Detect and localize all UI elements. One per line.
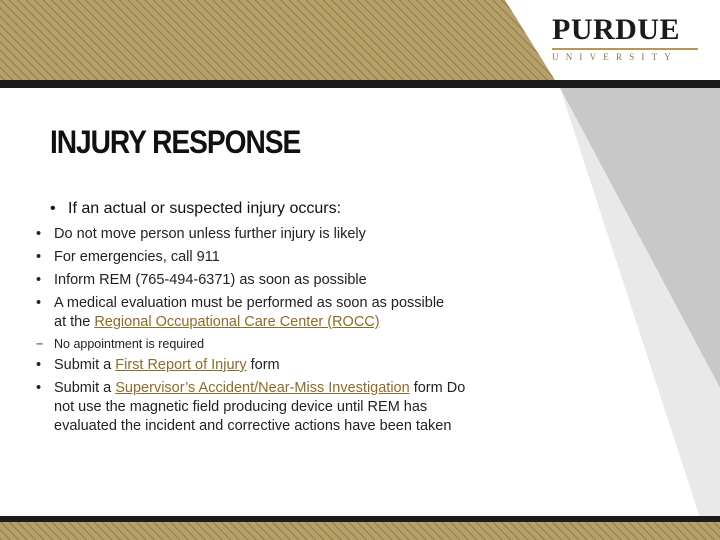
list-item bbox=[36, 248, 481, 267]
bullet-icon: • bbox=[36, 226, 42, 242]
logo-rule bbox=[552, 48, 698, 50]
header-rule bbox=[0, 80, 720, 88]
investigation-text-before: Submit a bbox=[54, 380, 116, 396]
list-item-investigation bbox=[36, 379, 484, 436]
purdue-logo bbox=[552, 14, 702, 63]
slide-content bbox=[50, 198, 550, 220]
nested-bullet bbox=[36, 336, 481, 352]
logo-wordmark: PURDUE bbox=[552, 13, 680, 46]
investigation-text-after: form Do not use the magnetic field producing device until REM has evaluated the incident and corrective actions have been taken bbox=[54, 380, 466, 434]
list-item-evaluation bbox=[36, 294, 454, 332]
bullet-icon: • bbox=[36, 295, 42, 311]
list-item bbox=[36, 271, 481, 290]
nested-bullet-text: No appointment is required bbox=[54, 337, 205, 351]
list-item-report bbox=[36, 356, 481, 375]
sub-bullet-list bbox=[36, 225, 481, 440]
bullet-icon: • bbox=[36, 272, 42, 288]
report-text-before: Submit a bbox=[54, 357, 116, 373]
bullet-icon: • bbox=[36, 357, 42, 373]
evaluation-text: A medical evaluation must be performed as soon as possible at the bbox=[54, 295, 445, 330]
lead-text: If an actual or suspected injury occurs: bbox=[68, 200, 342, 217]
dash-icon: − bbox=[36, 337, 44, 351]
list-item-text: For emergencies, call 911 bbox=[54, 249, 220, 265]
rocc-link[interactable]: Regional Occupational Care Center (ROCC) bbox=[94, 314, 380, 330]
bullet-icon: • bbox=[36, 380, 42, 396]
slide-title: INJURY RESPONSE bbox=[50, 124, 301, 160]
first-report-link[interactable]: First Report of Injury bbox=[115, 357, 247, 373]
list-item-text: Inform REM (765-494-6371) as soon as possible bbox=[54, 272, 367, 288]
lead-bullet bbox=[50, 198, 550, 220]
bullet-icon: • bbox=[50, 200, 56, 217]
investigation-link[interactable]: Supervisor’s Accident/Near-Miss Investigation bbox=[115, 380, 410, 396]
list-item bbox=[36, 225, 481, 244]
report-text-after: form bbox=[246, 357, 280, 373]
list-item-text: Do not move person unless further injury is likely bbox=[54, 226, 366, 242]
logo-subtitle: UNIVERSITY bbox=[552, 52, 678, 62]
footer-pattern bbox=[0, 522, 720, 540]
bullet-icon: • bbox=[36, 249, 42, 265]
